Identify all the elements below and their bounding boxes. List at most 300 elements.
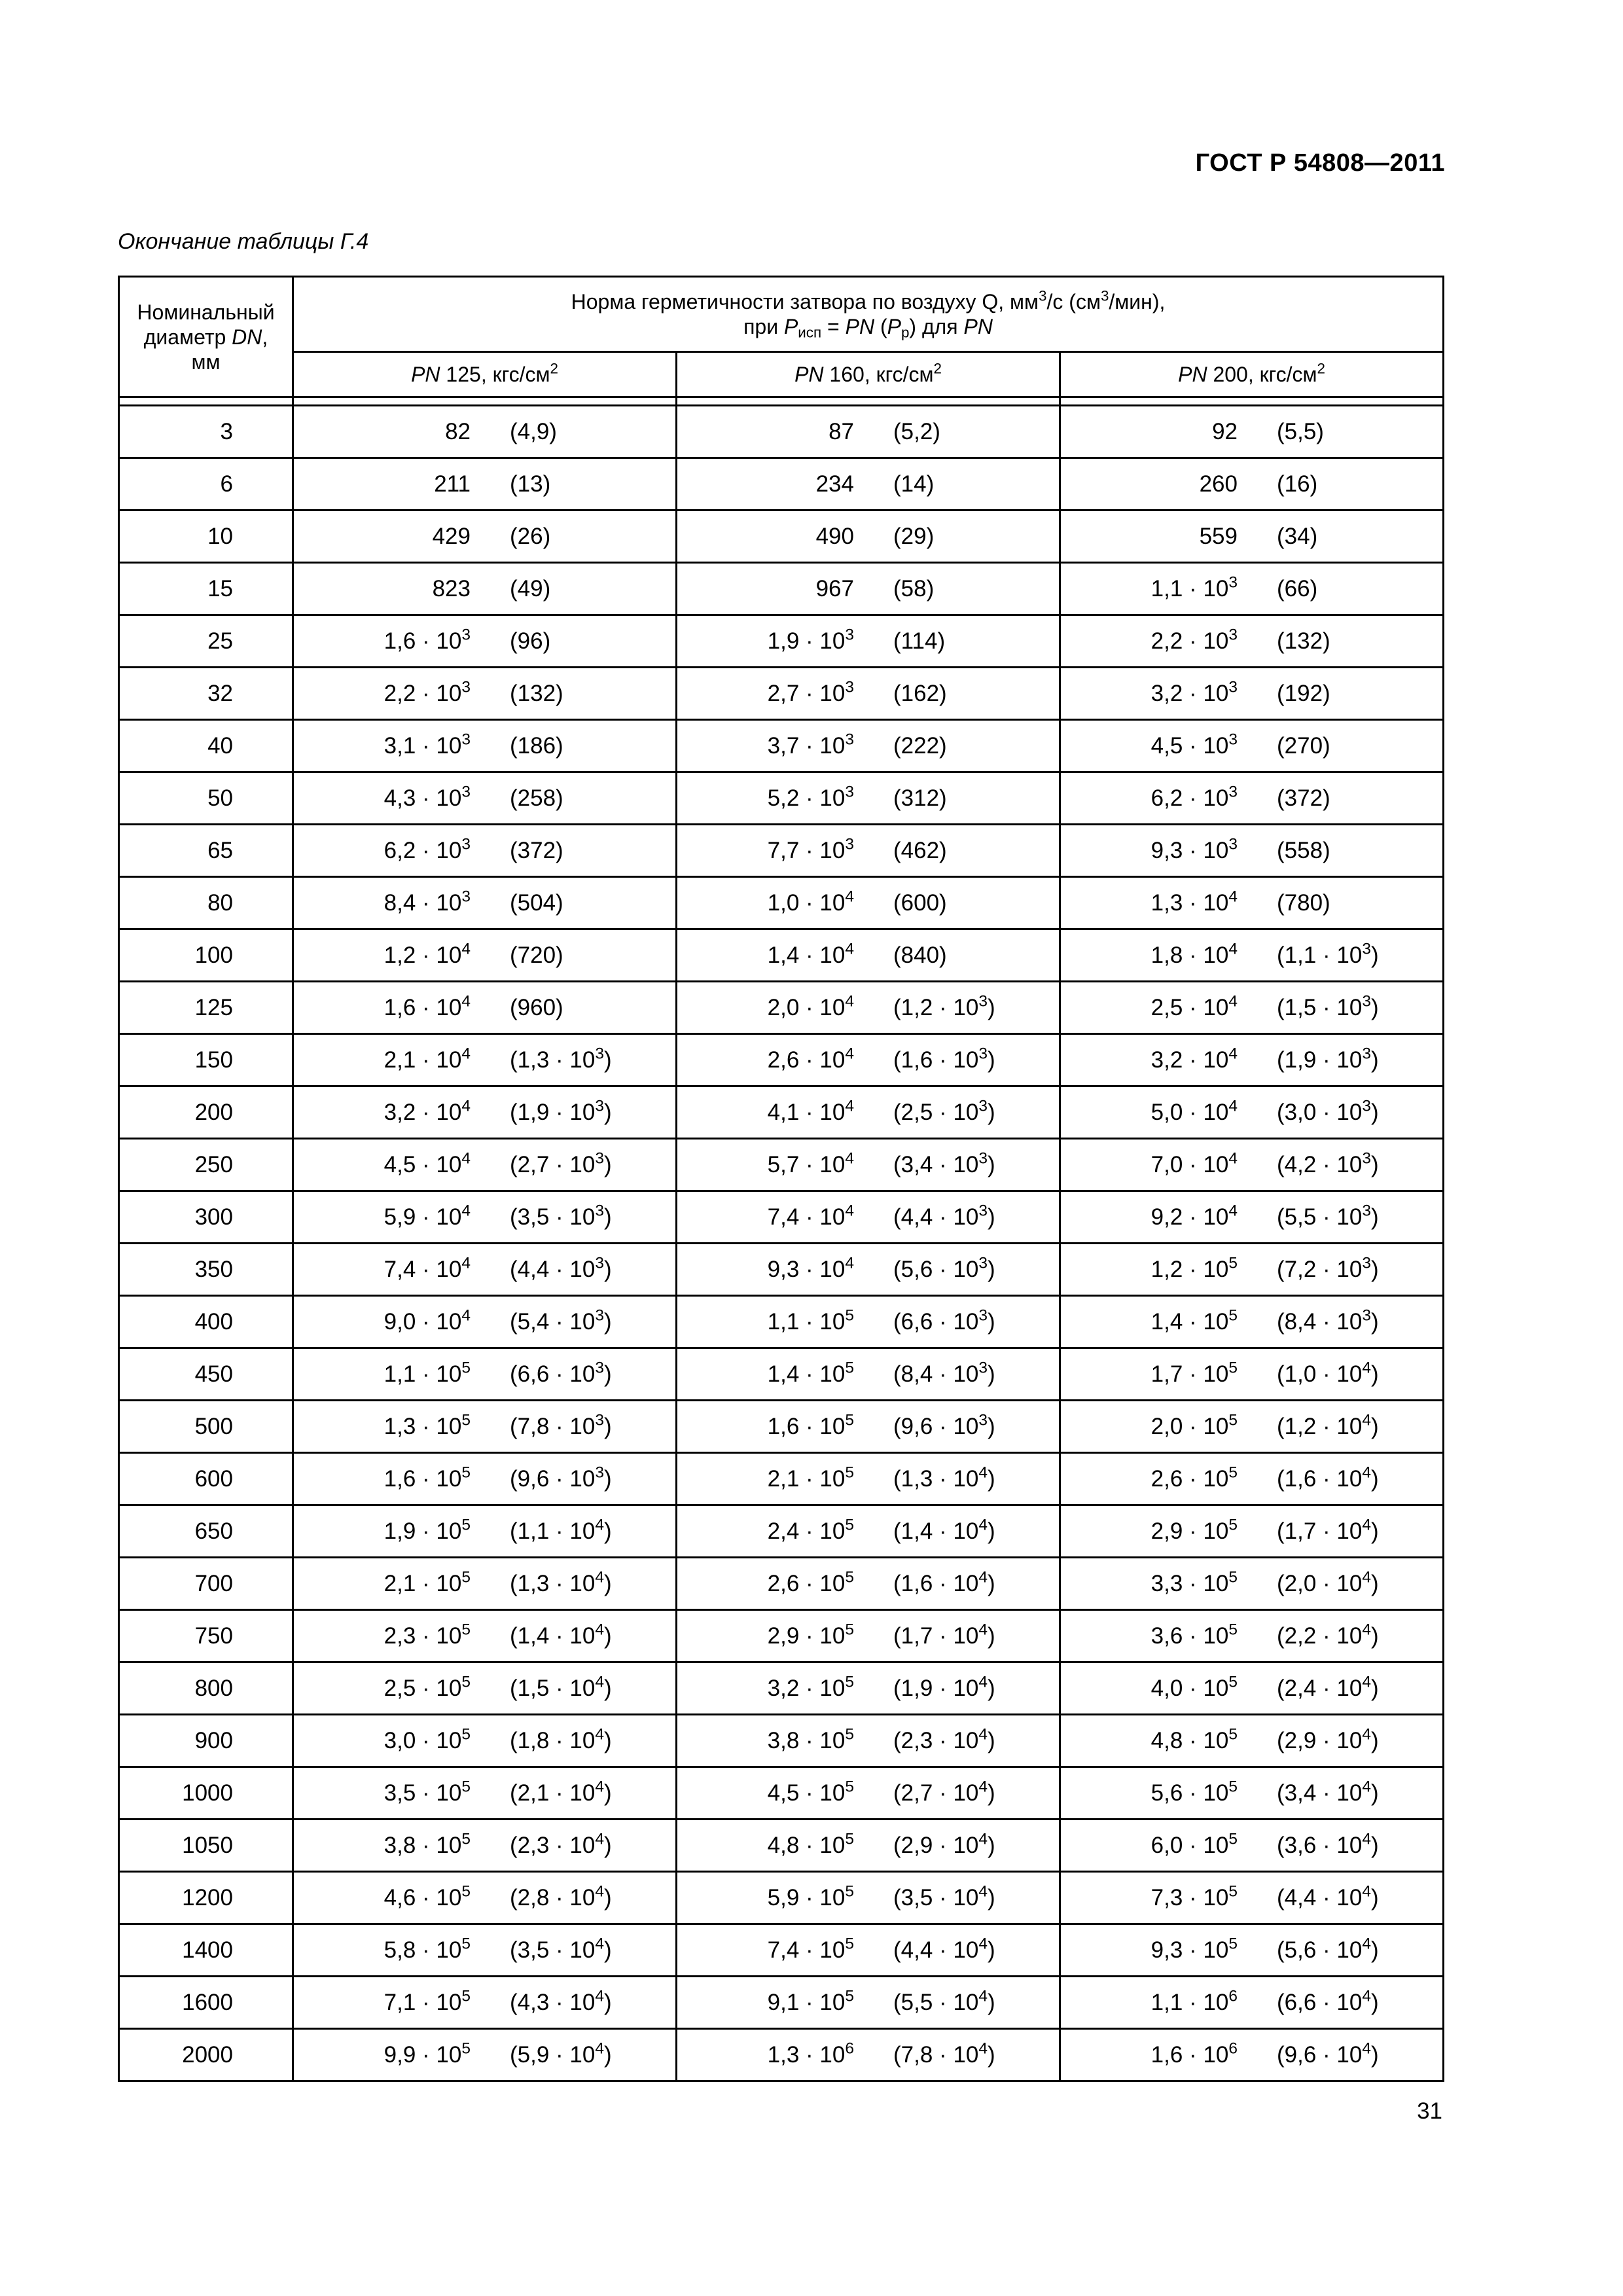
cell-dn: 650 <box>119 1505 293 1558</box>
value-cm3-per-min: $(3,4 \cdot 10^3)$ <box>893 1149 995 1177</box>
cell-pn125 <box>293 1610 677 1662</box>
value-mm3-per-s: $5,7 \cdot 10^4$ <box>767 1149 854 1177</box>
cell-pn125 <box>293 1662 677 1715</box>
value-mm3-per-s: $1,4 \cdot 10^5$ <box>1150 1306 1238 1335</box>
value-mm3-per-s: $1,1 \cdot 10^3$ <box>1150 573 1238 601</box>
value-cm3-per-min: (186) <box>510 732 563 759</box>
cell-pn160 <box>677 1662 1060 1715</box>
table-row <box>119 825 1444 877</box>
cell-pn125 <box>293 615 677 668</box>
value-mm3-per-s: $3,3 \cdot 10^5$ <box>1150 1568 1238 1596</box>
value-mm3-per-s: $2,1 \cdot 10^5$ <box>383 1568 471 1596</box>
cell-pn125 <box>293 668 677 720</box>
value-mm3-per-s: $1,3 \cdot 10^6$ <box>767 2039 854 2068</box>
cell-dn: 1000 <box>119 1767 293 1820</box>
value-mm3-per-s: 967 <box>815 575 854 601</box>
cell-pn200 <box>1060 458 1444 511</box>
cell-pn200 <box>1060 1505 1444 1558</box>
cell-dn: 450 <box>119 1348 293 1401</box>
value-cm3-per-min: $(3,0 \cdot 10^3)$ <box>1277 1097 1379 1125</box>
value-cm3-per-min: (780) <box>1277 889 1330 916</box>
value-cm3-per-min: (162) <box>893 680 947 706</box>
value-mm3-per-s: $8,4 \cdot 10^3$ <box>383 888 471 916</box>
cell-pn200 <box>1060 1767 1444 1820</box>
cell-pn125 <box>293 1086 677 1139</box>
value-mm3-per-s: $4,6 \cdot 10^5$ <box>383 1882 471 1910</box>
value-mm3-per-s: $4,5 \cdot 10^5$ <box>767 1778 854 1806</box>
value-mm3-per-s: $1,9 \cdot 10^5$ <box>383 1516 471 1544</box>
value-cm3-per-min: $(1,6 \cdot 10^3)$ <box>893 1045 995 1073</box>
value-cm3-per-min: $(1,6 \cdot 10^4)$ <box>1277 1463 1379 1492</box>
table-row <box>119 1296 1444 1348</box>
value-mm3-per-s: 82 <box>445 418 471 444</box>
value-mm3-per-s: 559 <box>1199 523 1238 549</box>
value-mm3-per-s: $5,6 \cdot 10^5$ <box>1150 1778 1238 1806</box>
value-cm3-per-min: (192) <box>1277 680 1330 706</box>
value-cm3-per-min: $(2,7 \cdot 10^4)$ <box>893 1778 995 1806</box>
value-cm3-per-min: $(1,8 \cdot 10^4)$ <box>510 1725 612 1753</box>
cell-pn125 <box>293 1139 677 1191</box>
value-mm3-per-s: $3,2 \cdot 10^3$ <box>1150 678 1238 706</box>
cell-pn200 <box>1060 1453 1444 1505</box>
value-mm3-per-s: $4,8 \cdot 10^5$ <box>1150 1725 1238 1753</box>
cell-pn160 <box>677 615 1060 668</box>
value-cm3-per-min: $(1,3 \cdot 10^3)$ <box>510 1045 612 1073</box>
value-cm3-per-min: (222) <box>893 732 947 759</box>
cell-pn200 <box>1060 1296 1444 1348</box>
value-mm3-per-s: $3,2 \cdot 10^5$ <box>767 1673 854 1701</box>
value-cm3-per-min: $(7,8 \cdot 10^3)$ <box>510 1411 612 1439</box>
cell-pn200 <box>1060 720 1444 772</box>
value-cm3-per-min: $(2,0 \cdot 10^4)$ <box>1277 1568 1379 1596</box>
value-mm3-per-s: $5,8 \cdot 10^5$ <box>383 1935 471 1963</box>
value-cm3-per-min: $(1,4 \cdot 10^4)$ <box>893 1516 995 1544</box>
cell-pn200 <box>1060 615 1444 668</box>
cell-pn160 <box>677 2029 1060 2081</box>
cell-pn125 <box>293 1767 677 1820</box>
value-mm3-per-s: $1,3 \cdot 10^5$ <box>383 1411 471 1439</box>
value-mm3-per-s: $1,1 \cdot 10^5$ <box>383 1359 471 1387</box>
cell-dn: 800 <box>119 1662 293 1715</box>
value-mm3-per-s: $7,4 \cdot 10^4$ <box>767 1202 854 1230</box>
value-cm3-per-min: $(5,5 \cdot 10^4)$ <box>893 1987 995 2015</box>
value-cm3-per-min: $(9,6 \cdot 10^3)$ <box>510 1463 612 1492</box>
cell-pn200 <box>1060 1977 1444 2029</box>
value-mm3-per-s: $4,8 \cdot 10^5$ <box>767 1830 854 1858</box>
value-cm3-per-min: (26) <box>510 523 551 549</box>
cell-dn: 700 <box>119 1558 293 1610</box>
value-mm3-per-s: $2,5 \cdot 10^5$ <box>383 1673 471 1701</box>
value-cm3-per-min: (720) <box>510 942 563 968</box>
value-mm3-per-s: $2,6 \cdot 10^4$ <box>767 1045 854 1073</box>
value-cm3-per-min: $(9,6 \cdot 10^4)$ <box>1277 2039 1379 2068</box>
value-mm3-per-s: $1,6 \cdot 10^5$ <box>383 1463 471 1492</box>
value-mm3-per-s: $1,6 \cdot 10^3$ <box>383 626 471 654</box>
cell-dn: 300 <box>119 1191 293 1244</box>
value-cm3-per-min: $(1,3 \cdot 10^4)$ <box>893 1463 995 1492</box>
value-cm3-per-min: $(5,6 \cdot 10^3)$ <box>893 1254 995 1282</box>
cell-pn125 <box>293 563 677 615</box>
cell-pn125 <box>293 458 677 511</box>
value-mm3-per-s: $7,0 \cdot 10^4$ <box>1150 1149 1238 1177</box>
cell-pn125 <box>293 511 677 563</box>
cell-pn160 <box>677 1296 1060 1348</box>
value-mm3-per-s: $3,8 \cdot 10^5$ <box>767 1725 854 1753</box>
cell-pn200 <box>1060 1820 1444 1872</box>
table-row <box>119 458 1444 511</box>
value-cm3-per-min: $(3,6 \cdot 10^4)$ <box>1277 1830 1379 1858</box>
table-row <box>119 563 1444 615</box>
cell-pn160 <box>677 1505 1060 1558</box>
value-cm3-per-min: $(7,2 \cdot 10^3)$ <box>1277 1254 1379 1282</box>
value-mm3-per-s: $9,2 \cdot 10^4$ <box>1150 1202 1238 1230</box>
value-mm3-per-s: $4,0 \cdot 10^5$ <box>1150 1673 1238 1701</box>
cell-dn: 900 <box>119 1715 293 1767</box>
cell-dn: 150 <box>119 1034 293 1086</box>
cell-pn200 <box>1060 1610 1444 1662</box>
value-mm3-per-s: 87 <box>829 418 854 444</box>
value-mm3-per-s: $3,0 \cdot 10^5$ <box>383 1725 471 1753</box>
value-mm3-per-s: $6,2 \cdot 10^3$ <box>1150 783 1238 811</box>
cell-pn125 <box>293 982 677 1034</box>
cell-pn160 <box>677 720 1060 772</box>
value-cm3-per-min: $(1,6 \cdot 10^4)$ <box>893 1568 995 1596</box>
value-cm3-per-min: $(1,9 \cdot 10^3)$ <box>1277 1045 1379 1073</box>
cell-dn: 10 <box>119 511 293 563</box>
cell-pn200 <box>1060 1401 1444 1453</box>
value-mm3-per-s: $6,0 \cdot 10^5$ <box>1150 1830 1238 1858</box>
cell-pn160 <box>677 668 1060 720</box>
table-row <box>119 1401 1444 1453</box>
value-cm3-per-min: (5,2) <box>893 418 940 444</box>
value-mm3-per-s: $1,1 \cdot 10^6$ <box>1150 1987 1238 2015</box>
value-cm3-per-min: $(9,6 \cdot 10^3)$ <box>893 1411 995 1439</box>
cell-dn: 65 <box>119 825 293 877</box>
cell-pn200 <box>1060 1191 1444 1244</box>
cell-pn160 <box>677 1820 1060 1872</box>
table-row <box>119 1191 1444 1244</box>
value-cm3-per-min: (372) <box>1277 785 1330 811</box>
value-cm3-per-min: $(6,6 \cdot 10^3)$ <box>510 1359 612 1387</box>
cell-pn125 <box>293 1191 677 1244</box>
value-mm3-per-s: $5,9 \cdot 10^4$ <box>383 1202 471 1230</box>
value-mm3-per-s: $2,9 \cdot 10^5$ <box>1150 1516 1238 1544</box>
page-number: 31 <box>1417 2098 1442 2124</box>
cell-pn200 <box>1060 982 1444 1034</box>
value-cm3-per-min: (600) <box>893 889 947 916</box>
value-cm3-per-min: $(5,4 \cdot 10^3)$ <box>510 1306 612 1335</box>
value-mm3-per-s: $7,4 \cdot 10^5$ <box>767 1935 854 1963</box>
value-mm3-per-s: 490 <box>815 523 854 549</box>
value-cm3-per-min: $(4,4 \cdot 10^3)$ <box>510 1254 612 1282</box>
leak-tightness-table <box>118 276 1444 2082</box>
value-cm3-per-min: $(3,4 \cdot 10^4)$ <box>1277 1778 1379 1806</box>
cell-pn125 <box>293 1401 677 1453</box>
value-mm3-per-s: $5,0 \cdot 10^4$ <box>1150 1097 1238 1125</box>
value-cm3-per-min: $(1,4 \cdot 10^4)$ <box>510 1621 612 1649</box>
cell-pn160 <box>677 563 1060 615</box>
cell-pn160 <box>677 772 1060 825</box>
table-body <box>119 397 1444 2081</box>
value-cm3-per-min: (558) <box>1277 837 1330 863</box>
table-caption: Окончание таблицы Г.4 <box>118 229 369 254</box>
value-cm3-per-min: $(5,6 \cdot 10^4)$ <box>1277 1935 1379 1963</box>
table-row <box>119 1086 1444 1139</box>
cell-dn: 750 <box>119 1610 293 1662</box>
value-mm3-per-s: $2,0 \cdot 10^5$ <box>1150 1411 1238 1439</box>
cell-pn160 <box>677 1348 1060 1401</box>
value-mm3-per-s: $3,5 \cdot 10^5$ <box>383 1778 471 1806</box>
cell-pn200 <box>1060 1034 1444 1086</box>
cell-dn: 600 <box>119 1453 293 1505</box>
table-row <box>119 1505 1444 1558</box>
value-cm3-per-min: $(5,9 \cdot 10^4)$ <box>510 2039 612 2068</box>
value-mm3-per-s: $1,0 \cdot 10^4$ <box>767 888 854 916</box>
value-cm3-per-min: $(6,6 \cdot 10^3)$ <box>893 1306 995 1335</box>
value-mm3-per-s: $9,1 \cdot 10^5$ <box>767 1987 854 2015</box>
value-mm3-per-s: 234 <box>815 471 854 497</box>
value-mm3-per-s: 92 <box>1212 418 1238 444</box>
table-row <box>119 511 1444 563</box>
value-mm3-per-s: $2,6 \cdot 10^5$ <box>767 1568 854 1596</box>
cell-pn125 <box>293 2029 677 2081</box>
value-mm3-per-s: $4,1 \cdot 10^4$ <box>767 1097 854 1125</box>
cell-pn125 <box>293 1034 677 1086</box>
cell-pn200 <box>1060 825 1444 877</box>
value-mm3-per-s: $1,6 \cdot 10^5$ <box>767 1411 854 1439</box>
value-mm3-per-s: $1,2 \cdot 10^5$ <box>1150 1254 1238 1282</box>
cell-pn160 <box>677 511 1060 563</box>
table-row <box>119 1662 1444 1715</box>
table-row <box>119 1558 1444 1610</box>
table-row <box>119 1924 1444 1977</box>
table-row <box>119 2029 1444 2081</box>
value-mm3-per-s: $3,2 \cdot 10^4$ <box>383 1097 471 1125</box>
cell-pn125 <box>293 1296 677 1348</box>
cell-pn160 <box>677 877 1060 929</box>
value-cm3-per-min: $(2,1 \cdot 10^4)$ <box>510 1778 612 1806</box>
cell-dn: 25 <box>119 615 293 668</box>
table-row <box>119 1872 1444 1924</box>
value-cm3-per-min: $(2,9 \cdot 10^4)$ <box>1277 1725 1379 1753</box>
cell-pn160 <box>677 1767 1060 1820</box>
value-mm3-per-s: $2,7 \cdot 10^3$ <box>767 678 854 706</box>
table-row <box>119 720 1444 772</box>
cell-pn125 <box>293 1820 677 1872</box>
cell-pn125 <box>293 720 677 772</box>
cell-pn125 <box>293 877 677 929</box>
value-cm3-per-min: (840) <box>893 942 947 968</box>
value-mm3-per-s: $3,1 \cdot 10^3$ <box>383 730 471 759</box>
cell-dn: 80 <box>119 877 293 929</box>
cell-pn160 <box>677 1191 1060 1244</box>
cell-dn: 1050 <box>119 1820 293 1872</box>
header-gap-row <box>119 397 1444 406</box>
value-cm3-per-min: $(1,2 \cdot 10^3)$ <box>893 992 995 1020</box>
cell-pn125 <box>293 825 677 877</box>
value-cm3-per-min: (5,5) <box>1277 418 1324 444</box>
cell-pn160 <box>677 406 1060 458</box>
table-row <box>119 1767 1444 1820</box>
value-cm3-per-min: $(2,7 \cdot 10^3)$ <box>510 1149 612 1177</box>
value-cm3-per-min: $(1,5 \cdot 10^4)$ <box>510 1673 612 1701</box>
value-mm3-per-s: $1,4 \cdot 10^4$ <box>767 940 854 968</box>
value-cm3-per-min: (66) <box>1277 575 1318 601</box>
value-mm3-per-s: $1,9 \cdot 10^3$ <box>767 626 854 654</box>
table-row <box>119 772 1444 825</box>
value-mm3-per-s: $9,3 \cdot 10^5$ <box>1150 1935 1238 1963</box>
value-cm3-per-min: (270) <box>1277 732 1330 759</box>
cell-pn160 <box>677 1558 1060 1610</box>
column-header-dn: Номинальный диаметр DN, мм <box>119 277 293 397</box>
value-cm3-per-min: $(1,1 \cdot 10^3)$ <box>1277 940 1379 968</box>
value-mm3-per-s: $9,3 \cdot 10^4$ <box>767 1254 854 1282</box>
value-cm3-per-min: (16) <box>1277 471 1318 497</box>
value-mm3-per-s: $1,3 \cdot 10^4$ <box>1150 888 1238 916</box>
value-mm3-per-s: $2,6 \cdot 10^5$ <box>1150 1463 1238 1492</box>
cell-pn160 <box>677 1453 1060 1505</box>
value-mm3-per-s: $1,6 \cdot 10^4$ <box>383 992 471 1020</box>
value-mm3-per-s: $2,2 \cdot 10^3$ <box>383 678 471 706</box>
cell-pn160 <box>677 458 1060 511</box>
value-cm3-per-min: (49) <box>510 575 551 601</box>
column-header-pn125: PN 125, кгс/$см^2$ <box>293 352 677 397</box>
table-row <box>119 1453 1444 1505</box>
cell-pn160 <box>677 1244 1060 1296</box>
value-cm3-per-min: (34) <box>1277 523 1318 549</box>
cell-pn200 <box>1060 877 1444 929</box>
value-cm3-per-min: $(1,2 \cdot 10^4)$ <box>1277 1411 1379 1439</box>
value-cm3-per-min: $(3,5 \cdot 10^3)$ <box>510 1202 612 1230</box>
value-mm3-per-s: $5,2 \cdot 10^3$ <box>767 783 854 811</box>
table-row <box>119 1139 1444 1191</box>
table-row <box>119 1610 1444 1662</box>
cell-dn: 15 <box>119 563 293 615</box>
value-mm3-per-s: $1,8 \cdot 10^4$ <box>1150 940 1238 968</box>
cell-pn160 <box>677 1872 1060 1924</box>
table-row <box>119 1715 1444 1767</box>
cell-pn200 <box>1060 1348 1444 1401</box>
value-cm3-per-min: $(3,5 \cdot 10^4)$ <box>893 1882 995 1910</box>
value-cm3-per-min: (13) <box>510 471 551 497</box>
table-row <box>119 615 1444 668</box>
value-cm3-per-min: $(8,4 \cdot 10^3)$ <box>893 1359 995 1387</box>
cell-pn200 <box>1060 1715 1444 1767</box>
cell-pn200 <box>1060 772 1444 825</box>
value-mm3-per-s: $2,5 \cdot 10^4$ <box>1150 992 1238 1020</box>
cell-dn: 40 <box>119 720 293 772</box>
cell-pn160 <box>677 1034 1060 1086</box>
value-mm3-per-s: $9,9 \cdot 10^5$ <box>383 2039 471 2068</box>
cell-pn125 <box>293 1348 677 1401</box>
value-mm3-per-s: $3,8 \cdot 10^5$ <box>383 1830 471 1858</box>
cell-pn160 <box>677 1924 1060 1977</box>
value-mm3-per-s: $4,5 \cdot 10^3$ <box>1150 730 1238 759</box>
cell-dn: 2000 <box>119 2029 293 2081</box>
column-header-pn200: PN 200, кгс/$см^2$ <box>1060 352 1444 397</box>
cell-pn160 <box>677 825 1060 877</box>
value-cm3-per-min: $(1,0 \cdot 10^4)$ <box>1277 1359 1379 1387</box>
value-cm3-per-min: $(2,5 \cdot 10^3)$ <box>893 1097 995 1125</box>
cell-dn: 1600 <box>119 1977 293 2029</box>
cell-pn160 <box>677 1139 1060 1191</box>
value-cm3-per-min: $(4,3 \cdot 10^4)$ <box>510 1987 612 2015</box>
value-cm3-per-min: $(4,4 \cdot 10^4)$ <box>893 1935 995 1963</box>
cell-dn: 350 <box>119 1244 293 1296</box>
value-cm3-per-min: $(1,5 \cdot 10^3)$ <box>1277 992 1379 1020</box>
cell-pn160 <box>677 929 1060 982</box>
cell-pn200 <box>1060 406 1444 458</box>
cell-dn: 1200 <box>119 1872 293 1924</box>
value-mm3-per-s: $1,1 \cdot 10^5$ <box>767 1306 854 1335</box>
value-cm3-per-min: $(1,9 \cdot 10^4)$ <box>893 1673 995 1701</box>
cell-pn200 <box>1060 1086 1444 1139</box>
value-cm3-per-min: $(2,2 \cdot 10^4)$ <box>1277 1621 1379 1649</box>
value-mm3-per-s: $9,0 \cdot 10^4$ <box>383 1306 471 1335</box>
value-mm3-per-s: $1,7 \cdot 10^5$ <box>1150 1359 1238 1387</box>
value-mm3-per-s: $3,2 \cdot 10^4$ <box>1150 1045 1238 1073</box>
value-mm3-per-s: $7,1 \cdot 10^5$ <box>383 1987 471 2015</box>
table-row <box>119 982 1444 1034</box>
value-mm3-per-s: $6,2 \cdot 10^3$ <box>383 835 471 863</box>
value-mm3-per-s: $5,9 \cdot 10^5$ <box>767 1882 854 1910</box>
cell-pn125 <box>293 1453 677 1505</box>
value-cm3-per-min: $(6,6 \cdot 10^4)$ <box>1277 1987 1379 2015</box>
value-cm3-per-min: $(2,9 \cdot 10^4)$ <box>893 1830 995 1858</box>
value-cm3-per-min: (372) <box>510 837 563 863</box>
value-cm3-per-min: (132) <box>1277 628 1330 654</box>
value-cm3-per-min: $(2,3 \cdot 10^4)$ <box>510 1830 612 1858</box>
value-mm3-per-s: $1,4 \cdot 10^5$ <box>767 1359 854 1387</box>
cell-dn: 400 <box>119 1296 293 1348</box>
value-cm3-per-min: $(4,4 \cdot 10^3)$ <box>893 1202 995 1230</box>
cell-dn: 200 <box>119 1086 293 1139</box>
value-cm3-per-min: $(1,3 \cdot 10^4)$ <box>510 1568 612 1596</box>
cell-pn160 <box>677 1086 1060 1139</box>
standard-code: ГОСТ Р 54808—2011 <box>1195 149 1445 177</box>
table-row <box>119 406 1444 458</box>
cell-pn160 <box>677 982 1060 1034</box>
column-header-pn160: PN 160, кгс/$см^2$ <box>677 352 1060 397</box>
cell-dn: 500 <box>119 1401 293 1453</box>
table-row <box>119 668 1444 720</box>
cell-dn: 100 <box>119 929 293 982</box>
value-cm3-per-min: (960) <box>510 994 563 1020</box>
value-mm3-per-s: $2,0 \cdot 10^4$ <box>767 992 854 1020</box>
cell-pn200 <box>1060 1872 1444 1924</box>
value-cm3-per-min: (14) <box>893 471 935 497</box>
cell-dn: 1400 <box>119 1924 293 1977</box>
cell-pn200 <box>1060 563 1444 615</box>
table-row <box>119 877 1444 929</box>
value-mm3-per-s: $2,3 \cdot 10^5$ <box>383 1621 471 1649</box>
value-cm3-per-min: $(3,5 \cdot 10^4)$ <box>510 1935 612 1963</box>
cell-dn: 3 <box>119 406 293 458</box>
cell-pn125 <box>293 1872 677 1924</box>
value-cm3-per-min: $(1,1 \cdot 10^4)$ <box>510 1516 612 1544</box>
value-mm3-per-s: $2,4 \cdot 10^5$ <box>767 1516 854 1544</box>
value-cm3-per-min: $(4,4 \cdot 10^4)$ <box>1277 1882 1379 1910</box>
cell-pn200 <box>1060 1662 1444 1715</box>
value-mm3-per-s: $2,1 \cdot 10^5$ <box>767 1463 854 1492</box>
cell-dn: 50 <box>119 772 293 825</box>
cell-pn125 <box>293 406 677 458</box>
value-mm3-per-s: $7,7 \cdot 10^3$ <box>767 835 854 863</box>
cell-dn: 6 <box>119 458 293 511</box>
cell-dn: 250 <box>119 1139 293 1191</box>
value-cm3-per-min: (96) <box>510 628 551 654</box>
value-mm3-per-s: $2,2 \cdot 10^3$ <box>1150 626 1238 654</box>
